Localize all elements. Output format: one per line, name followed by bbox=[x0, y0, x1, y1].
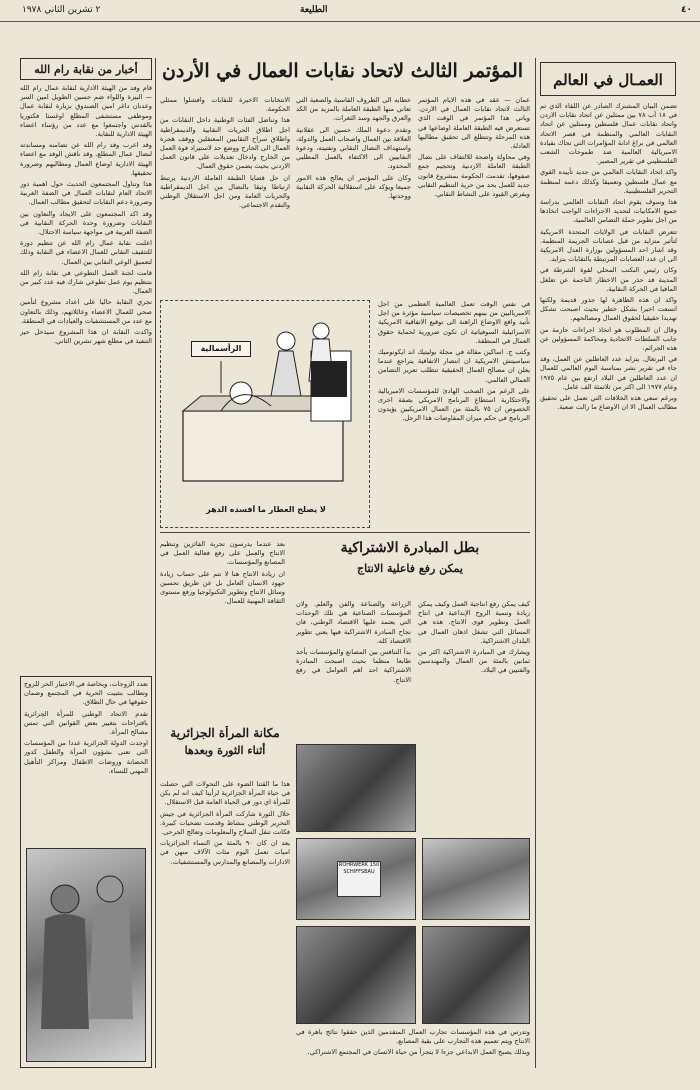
production-headline-box bbox=[290, 540, 530, 596]
cartoon-drawing bbox=[161, 301, 370, 501]
paragraph: في البرتغال. يتزايد عدد العاطلين عن العمل، وقد جاء في تقرير نشر بمناسبة اليوم العالمي للعمال ان عدد العاطلين في البلاد ارتفع بين عام ١٩٧٥ وعام ١٩٧٧ الى اكثر من ثلاثمئة الف عامل. bbox=[540, 355, 677, 391]
paragraph: هذا وتناضل الفئات الوطنية داخل النقابات من اجل اطلاق الحريات النقابية والديمقراطية واطلاق سراح النقابيين المعتقلين ووقف هجرة العمال الى الخارج ووضع حد لاستيراد قوة العمل من الخارج وادخال تعديلات على قانون العمل الاردني بحيث يضمن حقوق العمال. bbox=[160, 116, 290, 171]
cartoon-caption: لا يصلح العطار ما أفسده الدهر bbox=[206, 505, 326, 514]
paragraph: عمان — عقد في هذه الايام المؤتمر الثالث لاتحاد نقابات العمال في الاردن. وياتي هذا المؤتمر في الوقت الذي تستعرض فيه الطبقة العاملة اوضاعها في هذه المرحلة وتتطلع الى تحقيق مطالبها العادلة. bbox=[418, 96, 530, 151]
ramallah-article bbox=[20, 84, 152, 664]
algeria-title: مكانة المرأة الجزائرية bbox=[170, 726, 280, 740]
paragraph: وبذلك يصبح العمل الابداعي جزءا لا يتجزأ من حياة الانسان في المجتمع الاشتراكي. bbox=[307, 1048, 530, 1057]
paragraph: قام وفد من الهيئة الادارية لنقابة عمال رام الله — البيرة واللواء ضم حسين الطويل امين السر وعدنان داغر امين الصندوق بزيارة لنقابة عمال وموظفي مستشفى المطلع اوغستا فكتوريا بالقدس واجتمعوا مع عدد من رؤساء اعضاء الهيئة الادارية للنقابة. bbox=[20, 84, 152, 139]
paragraph: كيف يمكن رفع انتاجية العمل وكيف يمكن زيادة وتنمية الروح الإبداعية في انتاج العمل وتطوير قوى الانتاج. هذه هي المسائل التي تشغل اذهان العمال في البلدان الاشتراكية. bbox=[418, 600, 530, 645]
paragraph: تتعرض النقابات في الولايات المتحدة الامريكية لتأثير متزايد من قبل عصابات الجريمة المنظمة. وقد اشار احد المسؤولين بوزارة العدل الامريكية الى ان عدد العصابات المرتبطة بالنقابات يتزايد. bbox=[540, 227, 677, 264]
paragraph: وقد اكد المجتمعون على الايجاد والتعاون بين النقابات وضرورة وحدة الحركة النقابية في الضفة الغربية في مواجهة سياسة الاحتلال. bbox=[20, 209, 152, 237]
conference-headline-box bbox=[155, 52, 530, 92]
conference-col-1 bbox=[418, 96, 530, 296]
paragraph: خلال الثورة شاركت المرأة الجزائرية في جيش التحرير الوطني بنشاط وقدمت تضحيات كبيرة. فكانت تنقل السلاح والمعلومات وتعالج الجرحى. bbox=[160, 809, 290, 837]
paragraph: هذا وسوف يقوم اتحاد النقابات العالمي بدراسة جميع الامكانيات لتحديد الاجراءات الواجب اتخاذها من اجل تطوير حملة التضامن العالمية. bbox=[540, 198, 677, 225]
page-number: ٤٠ bbox=[681, 5, 692, 15]
column-divider bbox=[155, 58, 156, 1068]
paragraph: يعد ان كان ٩٠ بالمئة من النساء الجزائريات اميات تعمل اليوم مئات الآلاف منهن في الادارات والمصانع والمدارس والمستشفيات. bbox=[160, 839, 290, 866]
paragraph: تقدم الاتحاد الوطني للمرأة الجزائرية باقتراحات بتغيير بعض القوانين التي تمس مصالح المرأة. bbox=[24, 709, 148, 737]
conference-col-3 bbox=[160, 96, 290, 296]
paragraph: وبرغم سعي هذه الخلافات التي تعمل على تحقيق مطالب العمال الا ان الاوضاع ما زالت صعبة. bbox=[540, 394, 677, 412]
factory-photo-1 bbox=[296, 744, 416, 832]
world-workers-title: العمـال في العالم bbox=[553, 71, 663, 89]
paragraph: واكدت النقابة ان هذا المشروع سيدخل حيز التنفيذ في مطلع شهر تشرين الثاني. bbox=[20, 328, 152, 346]
production-bottom-text bbox=[296, 1028, 530, 1068]
column-divider bbox=[535, 58, 536, 1068]
paragraph: واكد اتحاد النقابات العالمي من جديد تأييده القوي مع عمال فلسطين وتعميقا وكذلك دعمه لمنظمة التحرير الفلسطينية. bbox=[540, 168, 677, 195]
paragraph: وقال ان المطلوب هو اتخاذ اجراءات حازمة من جانب السلطات الاتحادية ومحاكمة المسؤولين عن هذه الجرائم. bbox=[540, 325, 677, 353]
section-divider bbox=[160, 532, 530, 533]
production-col-1 bbox=[418, 600, 530, 832]
paragraph: في نفس الوقت تعمل العالمية العظمى من اجل الامبرياليين من بينهم تخصيصات سياسية مؤثرة من اجل تأبيد واقع الاوضاع الراهنة الى توقيع الاتفاقية الامريكية الاسرائيلية السوفياتية ان تكون ضرورية لحماية حقوق العمال في المنطقة. bbox=[378, 300, 530, 345]
paragraph: وتدرس في هذه المؤسسات تجارب العمال المتقدمين الذين حققوا نتائج باهرة في الانتاج ويتم تعميم هذه التجارب على بقية المصانع. bbox=[296, 1028, 530, 1046]
paragraph: تجري النقابة حاليا على اعداد مشروع لتأمين صحي للعمال الاعضاء وعائلاتهم، وذلك بالتعاون مع عدد من المستشفيات والعيادات في المنطقة. bbox=[20, 298, 152, 325]
production-title: بطل المبادرة الاشتراكية bbox=[340, 540, 480, 556]
reps-article bbox=[378, 300, 530, 528]
cartoon-sign: الرأسمالية bbox=[191, 341, 251, 357]
paragraph: خطابه الى الظروف القاسية والصعبة التي تعاني منها الطبقة العاملة بالمزيد من الكد والعرق والجهد وسد الثغرات. bbox=[296, 96, 411, 123]
women-figures bbox=[26, 849, 145, 1062]
paragraph: ويشارك في المبادرة الاشتراكية اكثر من ثمانين بالمئة من العمال والمهندسين والفنيين في البلاد. bbox=[418, 648, 530, 675]
paragraph: على الرغم من الصخب الهادئ للمؤسسات الامبريالية والاحتكارية استطاع البرنامج الامريكي بصفة اخرى الخصوص ان ٧٥ بالمئة من العمال الامريكيين يؤيدون البرنامج في حكم ميزان المفاوضات هذا الرجل. bbox=[378, 386, 530, 423]
factory-photo-5 bbox=[422, 926, 530, 1024]
ramallah-title: أخبار من نقابة رام الله bbox=[34, 63, 138, 76]
publication-name: الطليعة bbox=[300, 5, 328, 15]
issue-date: ٢ تشرين الثاني ١٩٧٨ bbox=[22, 5, 101, 15]
factory-sign: 150 ROHRWERK SCHIFFSBAU bbox=[337, 861, 381, 897]
algeria-col-1 bbox=[160, 780, 290, 1070]
paragraph: هذا وتناول المجتمعون الحديث حول اهمية دور الاتحاد العام لنقابات العمال في الضفة الغربية وضرورة دعم النقابات لتحقيق مطالب العمال. bbox=[20, 180, 152, 207]
cartoon-frame bbox=[160, 300, 370, 528]
factory-photo-3 bbox=[422, 838, 530, 920]
world-workers-title-box bbox=[540, 62, 676, 96]
factory-photo-2 bbox=[296, 838, 416, 920]
conference-headline: المؤتمر الثالث لاتحاد نقابات العمال في الأردن bbox=[161, 60, 524, 82]
paragraph: ان حل قضايا الطبقة العاملة الاردنية يرتبط ارتباطا وثيقا بالنضال من اجل الديمقراطية والحريات العامة ومن اجل الاستقلال الوطني والتقدم الاجتماعي. bbox=[160, 173, 290, 210]
production-col-left bbox=[160, 540, 285, 720]
paragraph: تضمن البيان المشترك الصادر عن اللقاء الذي تم في ١٨ آب ٧٨ بين ممثلين عن اتحاد نقابات الاردن واتحاد نقابات عمال فلسطين وممثلين عن اتحاد النقابات العالمي والمنظمة في قصر الاتحاد العالمي في براغ ادانة المؤامرات التي تحاك بقيادة الامبريالية العالمية ضد طموحات الشعب الفلسطيني في تقرير المصير. bbox=[540, 102, 677, 166]
paragraph: وكان رئيس النكتب المحلي لقوة الشرطة في المدينة قد حذر من الاخطار الناجمة عن تغلغل المافيا في الحركة النقابية. bbox=[540, 266, 677, 293]
algerian-women-photo bbox=[26, 848, 146, 1062]
algeria-headline-box bbox=[160, 726, 290, 776]
paragraph: الانتخابات الاخيرة للنقابات وافشلوا ممثلي الحكومة. bbox=[160, 96, 290, 114]
paragraph: اوجدت الدولة الجزائرية عددا من المؤسسات التي تعنى بشؤون المرأة والطفل كدور الحضانة وروضات الاطفال ومراكز التأهيل المهني للنساء. bbox=[24, 739, 148, 775]
paragraph: واكد ان هذه الظاهرة لها جذور قديمة ولكنها اتسعت اخيرا بشكل خطير بحيث اصبحت تشكل تهديدا حقيقيا لحقوق العمال ومصالحهم. bbox=[540, 296, 677, 323]
paragraph: تعدد الزوجات، وبخاصة في الاختيار الحر للزوج وتطالب بتثبيت الحرية في المجتمع وضمان حقوقها في حال الطلاق. bbox=[24, 680, 148, 707]
algeria-col-2 bbox=[24, 680, 148, 842]
factory-photo-4 bbox=[296, 926, 416, 1024]
paragraph: وكان على المؤتمر ان يعالج هذه الامور جميعا ويؤكد على استقلالية الحركة النقابية ووحدتها. bbox=[296, 173, 411, 201]
paragraph: ان زيادة الانتاج هنا لا تتم على حساب زيادة جهود الانسان العامل بل عن طريق تحسين وسائل الانتاج وتطوير التكنولوجيا ورفع مستوى الثقافة المهنية للعمال. bbox=[160, 569, 285, 606]
paragraph: وقد اعرب وفد رام الله عن تضامنه ومساندته لنضال عمال المطلع. وقد ناقش الوفد مع اعضاء الهيئة الادارية اوضاع العمال ومطالبهم وضرورة تحقيقها. bbox=[20, 141, 152, 177]
algeria-subtitle: أثناء الثورة وبعدها bbox=[184, 744, 266, 757]
paragraph: وتقدم دعوة الملك حسين الى عقلانية العلاقة بين العمال واصحاب العمل والدولة، واستهداف النضال النقابي وتفتيته، ودعوة النقابيين الى الاكتفاء بالعمل المطلبي المحدود. bbox=[296, 125, 411, 171]
paragraph: هذا ما القتنا الضوء على التحولات التي حصلت في حياة المرأة الجزائرية لرأينا كيف انه لم يكن للمرأة اي دور في الحياة العامة قبل الاستقلال. bbox=[160, 780, 290, 807]
paragraph: الزراعة والصناعة والفن والعلم. ولان المؤسسات الصناعية هي تلك الوحدات التي يعتمد عليها الاقتصاد الوطني، فان نجاح المبادرة الاشتراكية فيها يعني تطوير الاقتصاد كله. bbox=[296, 600, 411, 645]
ramallah-title-box bbox=[20, 58, 152, 80]
paragraph: وفي محاولة واضحة للالتفاف على نضال الطبقة العاملة الاردنية وتحجيم جمع صفوفها، تقدمت الحكومة بمشروع قانون جديد للعمل يحد من حرية التنظيم النقابي ويفرض القيود على النشاط النقابي. bbox=[418, 153, 530, 199]
paragraph: بدأ التنافس بين المصانع والمؤسسات يأخذ طابعا منظما بحيث اصبحت المبادرة الاشتراكية احد اهم العوامل في رفع الانتاج. bbox=[296, 648, 411, 684]
conference-col-2 bbox=[296, 96, 411, 296]
paragraph: اعلنت نقابة عمال رام الله عن تنظيم دورة للتثقيف النقابي للعمال الاعضاء في النقابة وذلك لتعميق الوعي النقابي بين العمال. bbox=[20, 239, 152, 266]
page-header bbox=[0, 0, 700, 22]
paragraph: قامت لجنة العمل التطوعي في نقابة رام الله بتنظيم يوم عمل تطوعي شارك فيه عدد كبير من العمال. bbox=[20, 268, 152, 296]
world-workers-article bbox=[540, 102, 677, 1062]
paragraph: وكتب ج. اساكين مقالة في مجلة بوليتيك اند ايكونوميك سياسيتش الامريكية ان انتصار الاتفاقية يتراجع عندما يعلن ان مصالح العمال الحقيقية تتطلب تعزيز التضامن العمالي العالمي. bbox=[378, 348, 530, 384]
paragraph: بعد عندما يدرسون تجربة الفائزين وتنظيم الانتاج والعمل على رفع فعالية العمل في المصانع والمؤسسات. bbox=[160, 540, 285, 567]
production-col-2 bbox=[296, 600, 411, 738]
production-subtitle: يمكن رفع فاعلية الانتاج bbox=[357, 562, 463, 575]
